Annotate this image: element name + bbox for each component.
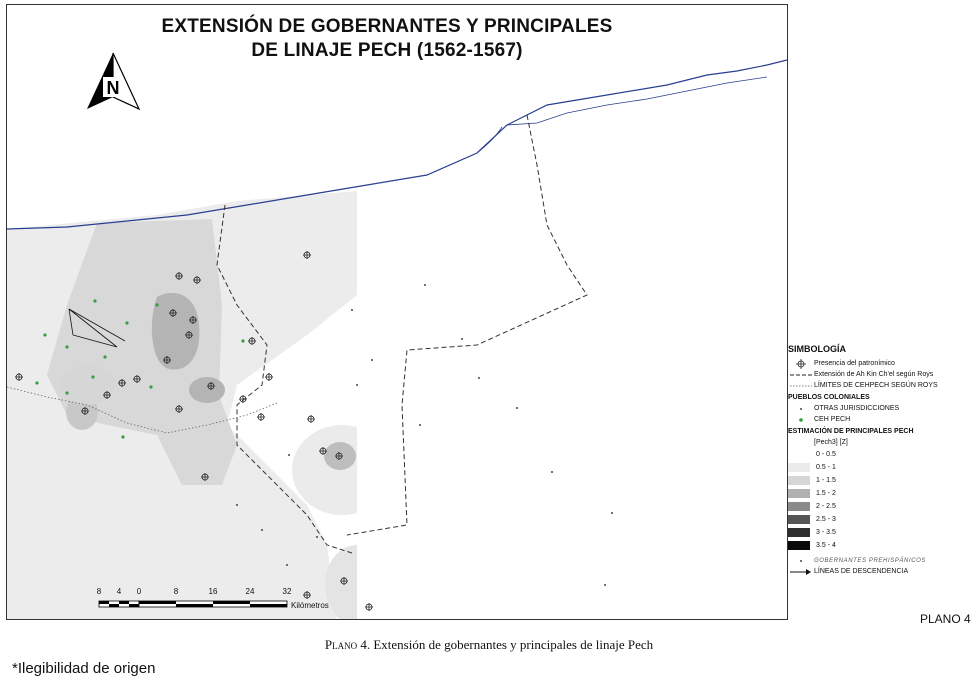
scale-tick: 16 — [208, 587, 218, 596]
legend-item — [788, 369, 978, 380]
legend-item-label: CEH PECH — [814, 416, 851, 423]
legend — [788, 344, 978, 577]
legend-class-row — [788, 500, 978, 513]
legend-class-swatch — [788, 502, 810, 511]
figure-caption — [0, 637, 978, 653]
scale-tick: 0 — [136, 587, 142, 596]
density-zone-3 — [189, 377, 225, 403]
legend-class-label: 1.5 - 2 — [816, 490, 836, 497]
legend-item — [788, 414, 978, 425]
legend-item-label: LÍMITES DE CEHPECH SEGÚN ROYS — [814, 382, 938, 389]
map-frame — [6, 4, 788, 620]
legend-item — [788, 566, 978, 577]
legend-class-row — [788, 448, 978, 461]
legend-class-label: 0 - 0.5 — [816, 451, 836, 458]
map-title-line1: EXTENSIÓN DE GOBERNANTES Y PRINCIPALES — [161, 16, 613, 37]
small-dot-icon — [788, 557, 814, 565]
green-dot-icon — [788, 416, 814, 424]
scale-tick: 8 — [173, 587, 179, 596]
legend-estimacion-field: [Pech3] [Z] — [814, 439, 848, 446]
scale-tick: 32 — [282, 587, 292, 596]
legend-class-row — [788, 487, 978, 500]
scale-tick: 8 — [96, 587, 102, 596]
legend-class-label: 3.5 - 4 — [816, 542, 836, 549]
legend-title: SIMBOLOGÍA — [788, 344, 846, 354]
patronymic-marker — [307, 415, 315, 423]
legend-class-swatch — [788, 489, 810, 498]
legend-class-swatch — [788, 476, 810, 485]
scale-labels — [95, 587, 345, 620]
legend-class-swatch — [788, 541, 810, 550]
map-title-line2: DE LINAJE PECH (1562-1567) — [251, 40, 523, 61]
legend-item — [788, 403, 978, 414]
legend-item — [788, 358, 978, 369]
small-dot-icon — [788, 405, 814, 413]
scale-tick: 24 — [245, 587, 255, 596]
legend-class-row — [788, 539, 978, 552]
legend-class-label: 2.5 - 3 — [816, 516, 836, 523]
legend-class-row — [788, 474, 978, 487]
caption-prefix: Plano 4. — [324, 637, 371, 652]
legend-class-label: 3 - 3.5 — [816, 529, 836, 536]
dashed-line-icon — [788, 372, 814, 378]
scale-tick: 4 — [116, 587, 122, 596]
legend-item — [788, 555, 978, 566]
legend-class-row — [788, 513, 978, 526]
footnote: *Ilegibilidad de origen — [12, 660, 156, 677]
legend-class-swatch — [788, 463, 810, 472]
legend-class-list — [788, 448, 978, 552]
legend-class-label: 1 - 1.5 — [816, 477, 836, 484]
legend-class-swatch — [788, 515, 810, 524]
north-arrow-icon — [83, 49, 143, 113]
legend-descendencia-label: LÍNEAS DE DESCENDENCIA — [814, 568, 909, 575]
patronymic-marker — [265, 373, 273, 381]
patronymic-icon — [788, 358, 814, 370]
dotted-line-icon — [788, 383, 814, 389]
map-title — [147, 15, 627, 63]
legend-class-label: 2 - 2.5 — [816, 503, 836, 510]
legend-class-label: 0.5 - 1 — [816, 464, 836, 471]
legend-estimacion-title: ESTIMACIÓN DE PRINCIPALES PECH — [788, 428, 914, 435]
arrow-line-icon — [788, 568, 814, 576]
legend-class-swatch — [788, 528, 810, 537]
land-mask-east — [357, 85, 787, 619]
legend-pueblos-title: PUEBLOS COLONIALES — [788, 394, 870, 401]
patronymic-marker — [239, 395, 247, 403]
patronymic-marker — [257, 413, 265, 421]
legend-item-label: Extensión de Ah Kin Ch'el según Roys — [814, 371, 934, 378]
scale-unit: Kilómetros — [291, 601, 329, 610]
legend-gobernantes-label: GOBERNANTES PREHISPÁNICOS — [814, 557, 927, 564]
legend-item — [788, 380, 978, 391]
legend-item-label: Presencia del patronímico — [814, 360, 895, 367]
caption-text: Extensión de gobernantes y principales de linaje Pech — [370, 637, 654, 652]
legend-item-label: OTRAS JURISDICCIONES — [814, 405, 900, 412]
legend-class-swatch — [788, 450, 810, 459]
legend-class-row — [788, 461, 978, 474]
density-zone-8 — [59, 365, 115, 405]
plano-label: PLANO 4 — [920, 612, 971, 626]
legend-class-row — [788, 526, 978, 539]
north-letter: N — [106, 78, 120, 98]
density-zone-2 — [152, 293, 200, 370]
